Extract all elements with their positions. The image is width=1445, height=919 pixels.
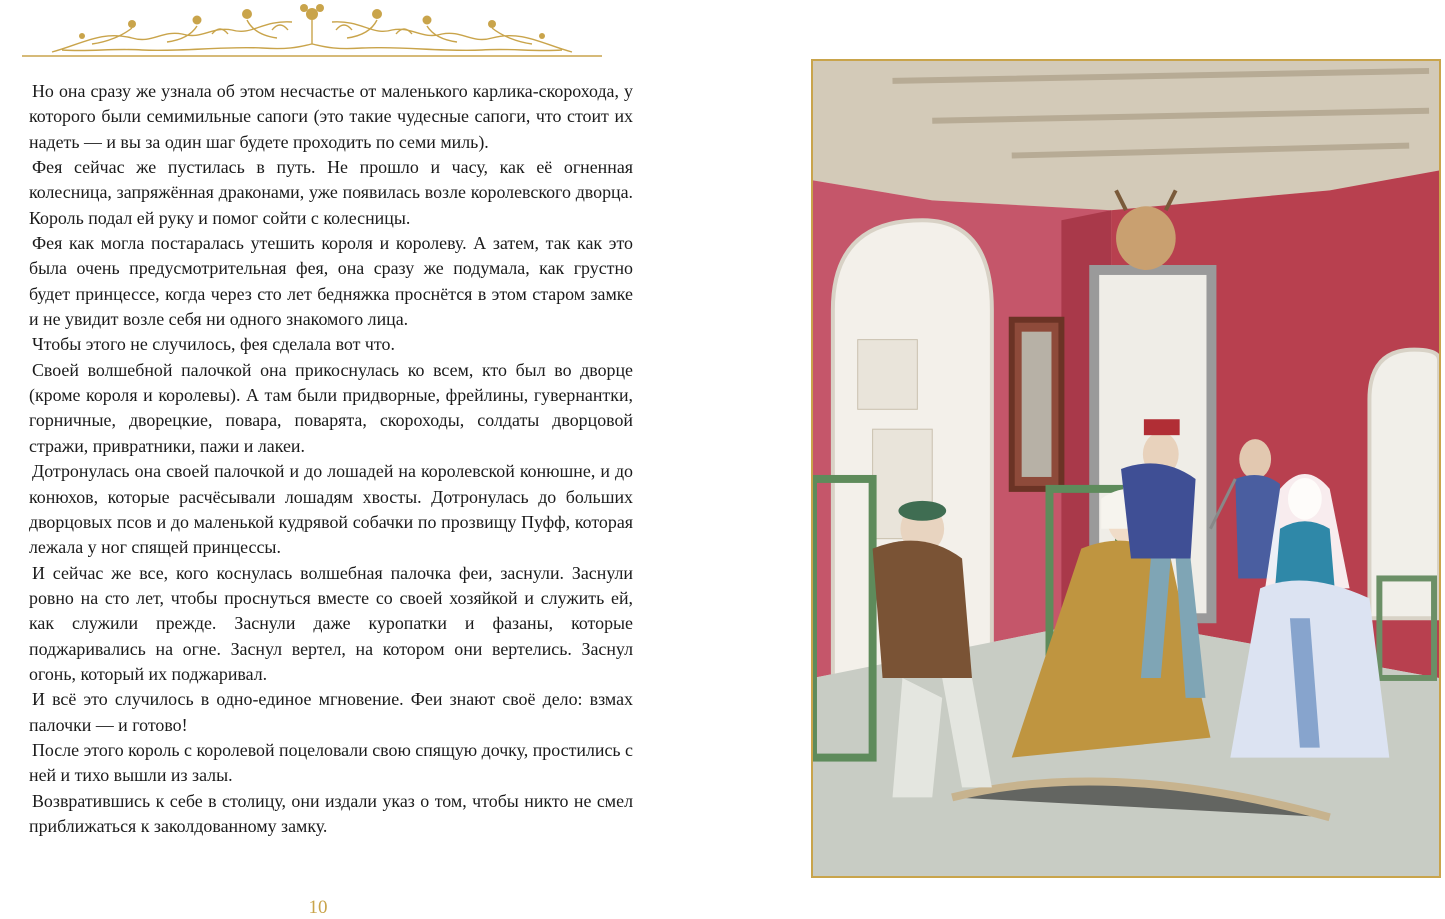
illustration — [811, 59, 1441, 878]
paragraph: И всё это случилось в одно-единое мгновение. Феи знают своё дело: взмах палочки — и готово! — [29, 689, 633, 735]
page-number: 10 — [308, 897, 328, 918]
paragraph: Но она сразу же узнала об этом несчастье от маленького карлика-скорохода, у которого были семимильные сапоги (это такие чудесные сапоги, что стоит их надеть — и вы за один шаг будете проходить по семи миль). — [29, 81, 633, 152]
paragraph: После этого король с королевой поцеловали свою спящую дочку, простились с ней и тихо вышли из залы. — [29, 739, 633, 786]
paragraph: Возвратившись к себе в столицу, они издали указ о том, чтобы никто не смел приближаться к заколдованному замку. — [29, 790, 633, 836]
paragraph: Чтобы этого не случилось, фея сделала вот что. — [32, 334, 395, 355]
story-text — [29, 79, 633, 839]
paragraph: Своей волшебной палочкой она прикоснулась ко всем, кто был во дворце (кроме короля и королевы). А там были придворные, фрейлины, гувернантки, горничные, дворецкие, повара, поварята, скороходы, солдаты дворцовой стражи, привратники, пажи и лакеи. — [29, 359, 633, 456]
paragraph: Дотронулась она своей палочкой и до лошадей на королевской конюшне, и до конюхов, которые расчёсывали лошадям хвосты. Дотронулась до больших дворцовых псов и до маленькой кудрявой собачки по прозвищу Пуфф, которая лежала у ног спящей принцессы. — [29, 461, 633, 558]
paragraph: Фея сейчас же пустилась в путь. Не прошло и часу, как её огненная колесница, запряжённая драконами, уже появилась возле королевского дворца. Король подал ей руку и помог сойти с колесницы. — [29, 157, 633, 228]
paragraph: Фея как могла постаралась утешить короля и королеву. А затем, так как это была очень предусмотрительная фея, она сразу же подумала, как грустно будет принцессе, когда через сто лет бедняжка проснётся в этом старом замке и не увидит возле себя ни одного знакомого лица. — [29, 233, 633, 330]
paragraph: И сейчас же все, кого коснулась волшебная палочка феи, заснули. Заснули ровно на сто лет, чтобы проснуться вместе со своей хозяйкой и служить ей, как служили прежде. Заснули даже куропатки и фазаны, которые поджаривались на огне. Заснул вертел, на котором они вертелись. Заснул огонь, который их поджаривал. — [29, 562, 633, 684]
